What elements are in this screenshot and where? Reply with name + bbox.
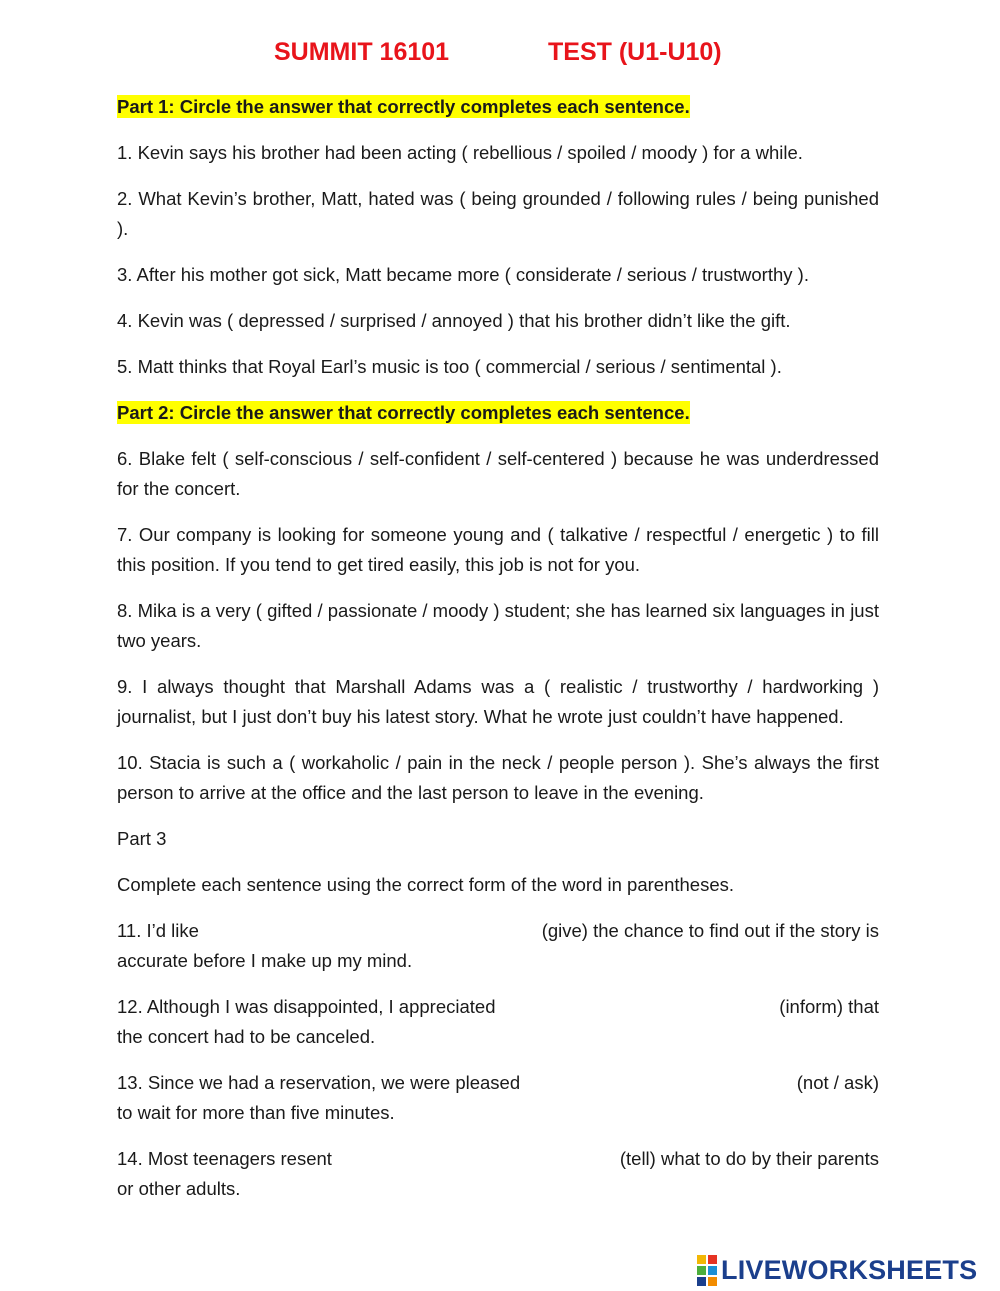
question-2: 2. What Kevin’s brother, Matt, hated was ( being grounded / following rules / being punished ).	[117, 188, 879, 239]
question-14-end: or other adults.	[117, 1178, 241, 1199]
question-12-after-blank: (inform) that	[779, 996, 879, 1017]
question-11-end: accurate before I make up my mind.	[117, 950, 413, 971]
question-13	[117, 1068, 879, 1128]
question-1: 1. Kevin says his brother had been acting ( rebellious / spoiled / moody ) for a while.	[117, 142, 803, 163]
question-8: 8. Mika is a very ( gifted / passionate / moody ) student; she has learned six languages in just two years.	[117, 600, 879, 651]
question-11	[117, 916, 879, 976]
question-14-after-blank: (tell) what to do by their parents	[619, 1148, 879, 1169]
part1-heading: Part 1: Circle the answer that correctly completes each sentence.	[117, 96, 690, 117]
liveworksheets-logo-icon	[697, 1255, 717, 1286]
part3-instruction: Complete each sentence using the correct form of the word in parentheses.	[117, 874, 735, 895]
question-12-end: the concert had to be canceled.	[117, 1026, 376, 1047]
question-14	[117, 1144, 879, 1204]
question-13-end: to wait for more than five minutes.	[117, 1102, 395, 1123]
question-4: 4. Kevin was ( depressed / surprised / annoyed ) that his brother didn’t like the gift.	[117, 310, 791, 331]
question-13-after-blank: (not / ask)	[796, 1072, 879, 1093]
part3-heading: Part 3	[117, 828, 167, 849]
question-11-start: 11. I’d like	[117, 920, 199, 941]
question-12	[117, 992, 879, 1052]
title-test: TEST (U1-U10)	[548, 38, 722, 66]
question-9: 9. I always thought that Marshall Adams was a ( realistic / trustworthy / hardworking ) journalist, but I just don’t buy his latest story. What he wrote just couldn’t have happened.	[117, 676, 879, 727]
logo-text: LIVEWORKSHEETS	[721, 1254, 978, 1285]
question-7: 7. Our company is looking for someone young and ( talkative / respectful / energetic ) to fill this position. If you tend to get tired easily, this job is not for you.	[117, 524, 879, 575]
worksheet-body	[117, 92, 879, 1220]
title-code: SUMMIT 16101	[274, 38, 450, 66]
question-10: 10. Stacia is such a ( workaholic / pain in the neck / people person ). She’s always the first person to arrive at the office and the last person to leave in the evening.	[117, 752, 879, 803]
question-6: 6. Blake felt ( self-conscious / self-confident / self-centered ) because he was underdressed for the concert.	[117, 448, 879, 499]
liveworksheets-logo[interactable]	[697, 1252, 977, 1288]
question-14-start: 14. Most teenagers resent	[117, 1148, 332, 1169]
question-5: 5. Matt thinks that Royal Earl’s music is too ( commercial / serious / sentimental ).	[117, 356, 782, 377]
question-12-start: 12. Although I was disappointed, I appreciated	[117, 996, 496, 1017]
question-11-after-blank: (give) the chance to find out if the story is	[541, 920, 879, 941]
question-13-start: 13. Since we had a reservation, we were pleased	[117, 1072, 521, 1093]
question-3: 3. After his mother got sick, Matt became more ( considerate / serious / trustworthy ).	[117, 264, 809, 285]
part2-heading: Part 2: Circle the answer that correctly completes each sentence.	[117, 402, 690, 423]
